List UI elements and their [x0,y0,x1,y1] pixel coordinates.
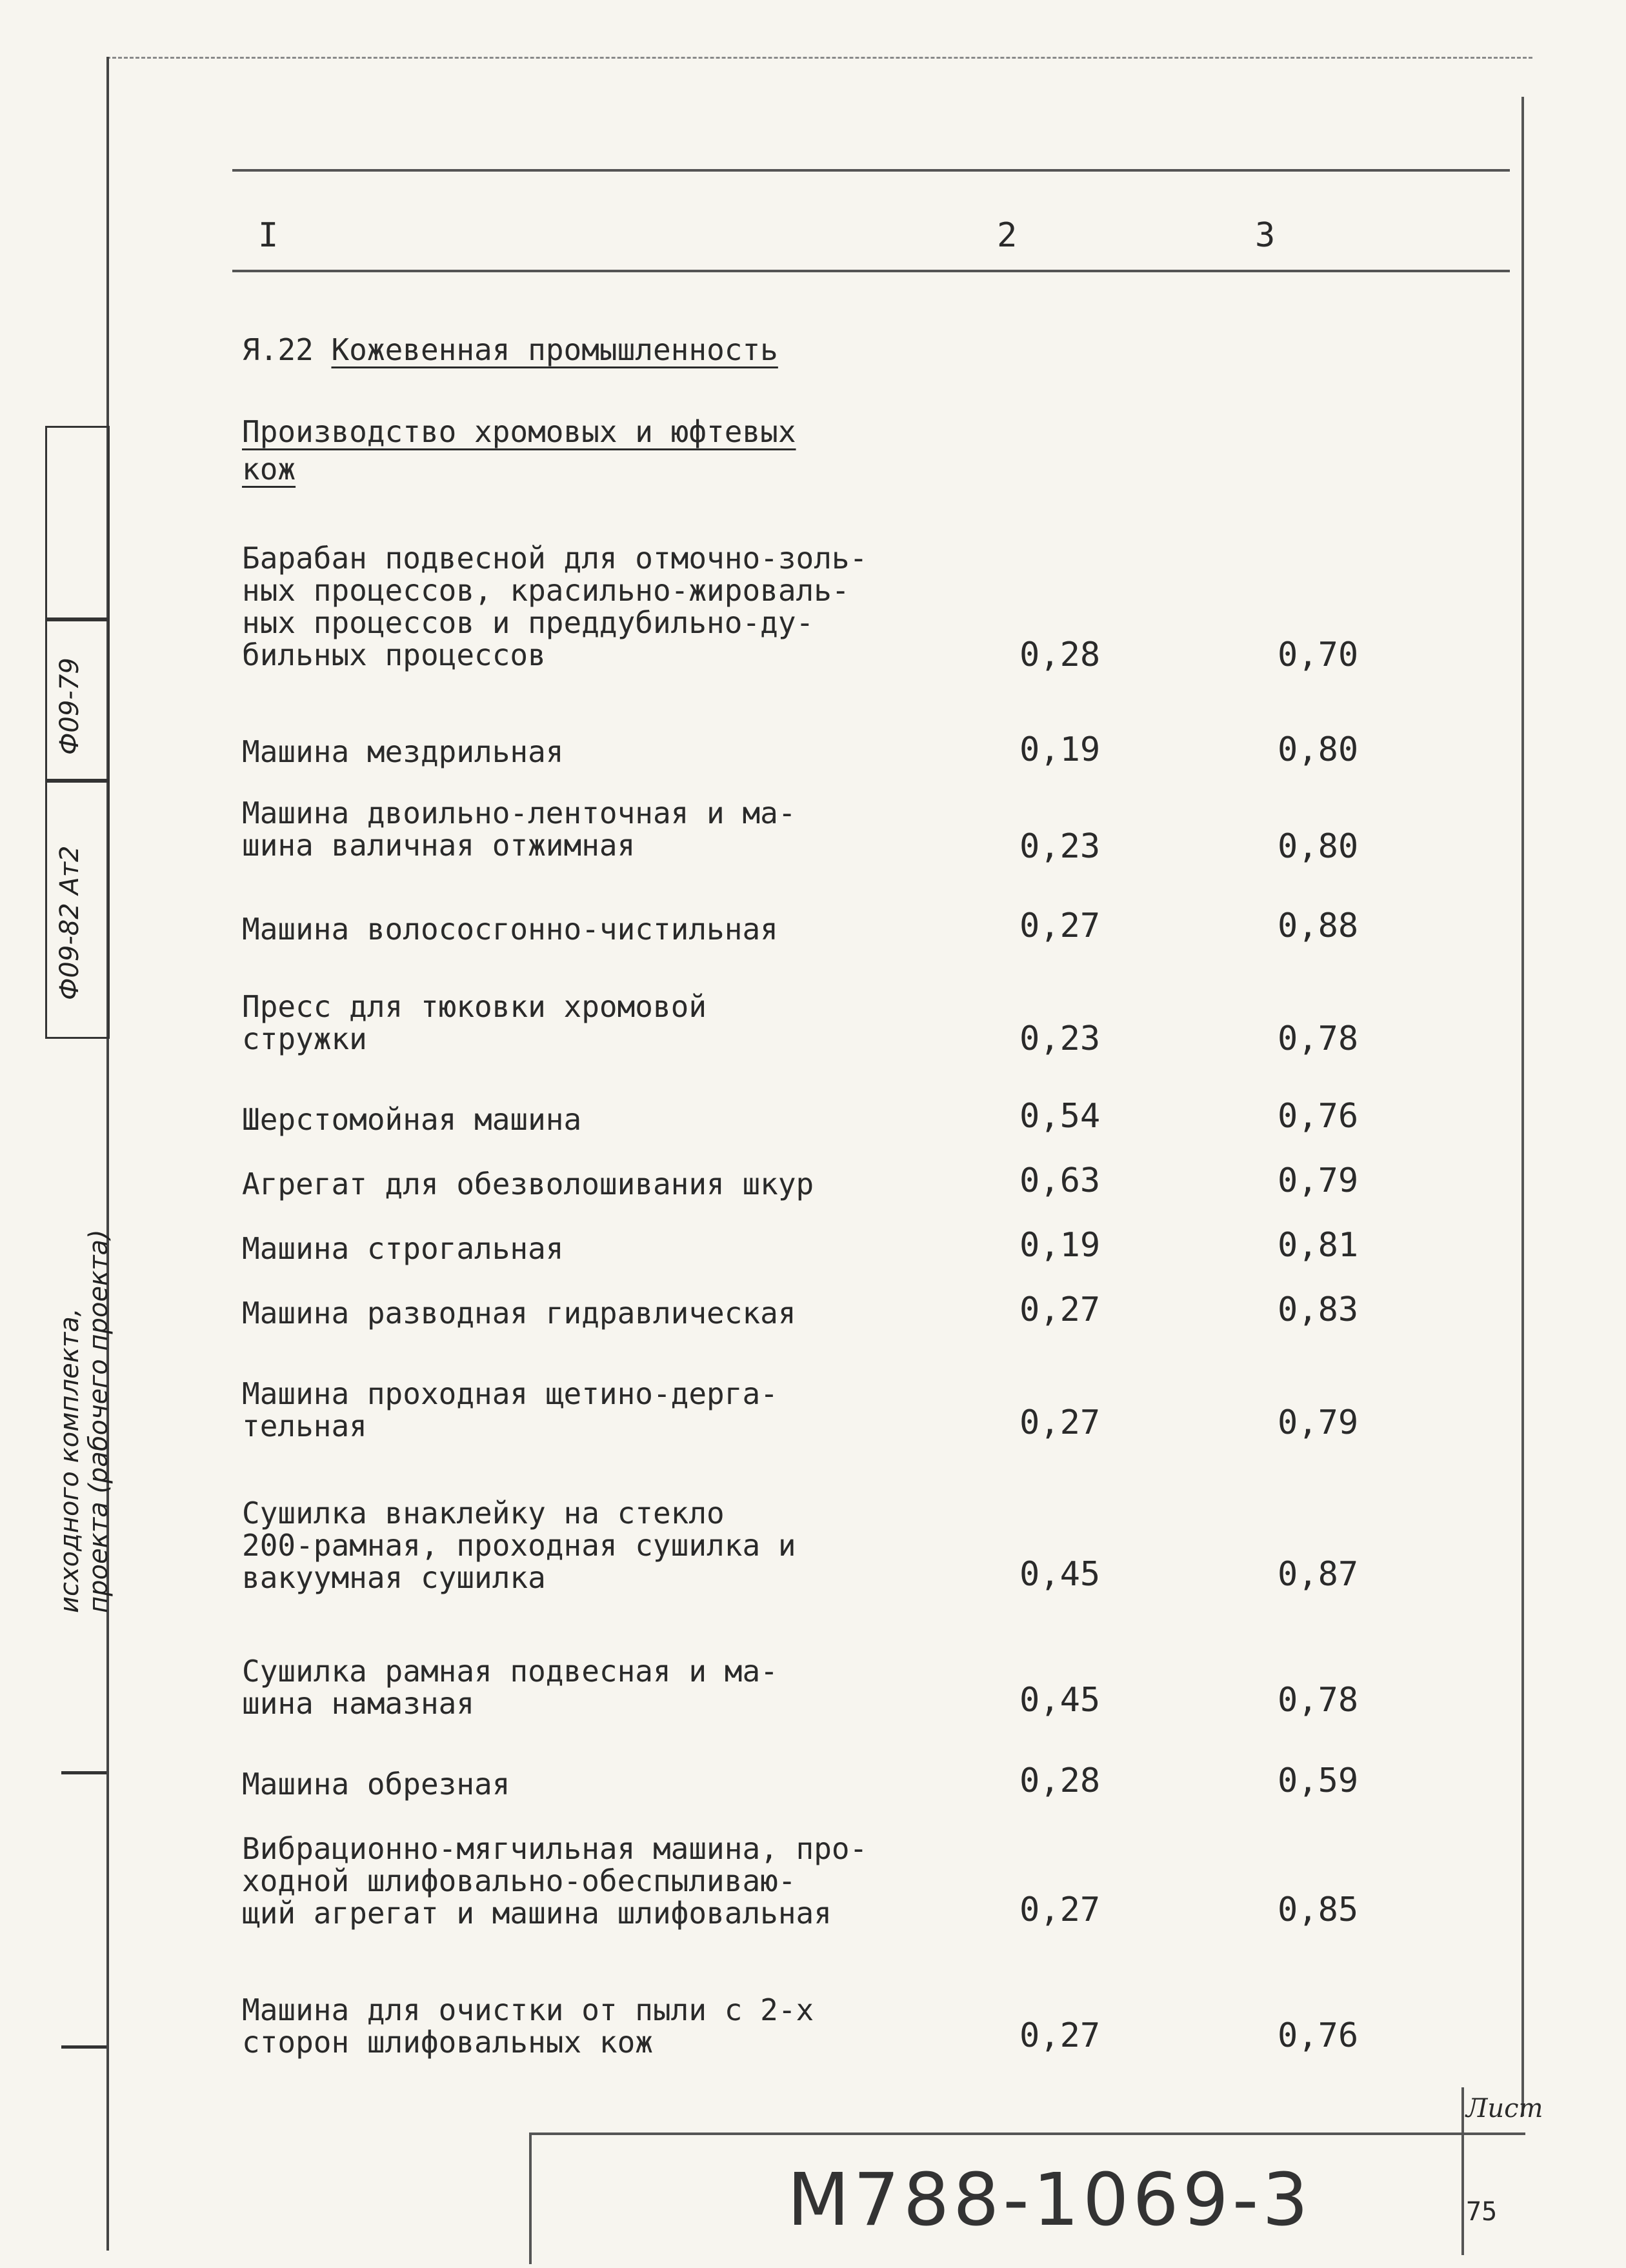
row-name: Машина двоильно-ленточная и ма- шина валичная отжимная [242,796,796,863]
right-border [1521,97,1524,2116]
column-header-3: 3 [1255,216,1276,255]
row-value-col2: 0,27 [1019,1403,1101,1442]
row-value-col3: 0,78 [1278,1019,1359,1058]
side-stamp-box-2-text: Ф09-79 [55,657,85,755]
row-name: Вибрационно-мягчильная машина, про- ходной шлифовально-обеспыливаю- щий агрегат и машина шлифовальная [242,1831,868,1931]
row-value-col2: 0,63 [1019,1161,1101,1200]
section-title: Кожевенная промышленность [331,332,778,367]
header-bottom-rule [232,270,1510,272]
sheet-label: Лист [1466,2094,1543,2123]
row-name: Сушилка внаклейку на стекло 200-рамная, проходная сушилка и вакуумная сушилка [242,1496,796,1595]
row-name: Машина разводная гидравлическая [242,1296,796,1330]
row-value-col2: 0,23 [1019,1019,1101,1058]
margin-tick [61,2045,106,2049]
row-value-col3: 0,70 [1278,636,1359,674]
table-top-rule [232,169,1510,172]
row-value-col2: 0,27 [1019,1891,1101,1929]
row-value-col2: 0,28 [1019,636,1101,674]
column-header-2: 2 [997,216,1018,255]
row-name: Машина проходная щетино-дерга- тельная [242,1376,778,1443]
side-stamp-line-1: исходного комплекта, [55,1308,85,1613]
row-value-col2: 0,23 [1019,827,1101,866]
row-value-col3: 0,85 [1278,1891,1359,1929]
row-name: Машина для очистки от пыли с 2-х сторон шлифовальных кож [242,1992,814,2060]
margin-tick [61,1771,106,1774]
side-stamp-box-1-text: Ф09-82 Ат2 [55,845,85,1000]
row-value-col2: 0,45 [1019,1555,1101,1594]
row-value-col3: 0,76 [1278,2016,1359,2055]
document-code: М788-1069-3 [787,2158,1312,2242]
row-value-col2: 0,19 [1019,1226,1101,1265]
side-stamp-line-2: проекта (рабочего проекта) [84,1229,114,1613]
row-value-col3: 0,80 [1278,730,1359,769]
row-value-col3: 0,59 [1278,1761,1359,1800]
row-name: Шерстомойная машина [242,1102,582,1137]
row-value-col3: 0,87 [1278,1555,1359,1594]
sheet-number: 75 [1466,2197,1498,2227]
section-subtitle: Производство хромовых и юфтевых кож [242,414,796,487]
row-name: Машина мездрильная [242,734,564,769]
row-value-col3: 0,76 [1278,1097,1359,1136]
row-value-col3: 0,79 [1278,1403,1359,1442]
row-value-col2: 0,28 [1019,1761,1101,1800]
row-value-col3: 0,80 [1278,827,1359,866]
row-name: Пресс для тюковки хромовой стружки [242,989,707,1056]
side-stamp-signature-box [45,426,110,619]
row-value-col3: 0,88 [1278,907,1359,945]
row-value-col2: 0,19 [1019,730,1101,769]
row-name: Машина обрезная [242,1767,510,1801]
row-name: Машина волососгонно-чистильная [242,912,778,947]
row-value-col2: 0,27 [1019,2016,1101,2055]
row-name: Агрегат для обезволошивания шкур [242,1167,814,1201]
row-value-col3: 0,81 [1278,1226,1359,1265]
row-name: Машина строгальная [242,1231,564,1266]
section-number: Я.22 [242,332,314,367]
row-value-col2: 0,54 [1019,1097,1101,1136]
section-heading [242,332,778,367]
row-value-col3: 0,78 [1278,1681,1359,1720]
row-value-col2: 0,45 [1019,1681,1101,1720]
row-value-col2: 0,27 [1019,1290,1101,1329]
top-border [106,57,1532,59]
row-value-col2: 0,27 [1019,907,1101,945]
row-value-col3: 0,83 [1278,1290,1359,1329]
row-name: Барабан подвесной для отмочно-золь- ных процессов, красильно-жироваль- ных процессов и преддубильно-ду- бильных процессов [242,541,868,672]
row-value-col3: 0,79 [1278,1161,1359,1200]
column-header-1: I [258,216,279,255]
row-name: Сушилка рамная подвесная и ма- шина намазная [242,1654,778,1721]
side-stamp [39,426,114,1652]
